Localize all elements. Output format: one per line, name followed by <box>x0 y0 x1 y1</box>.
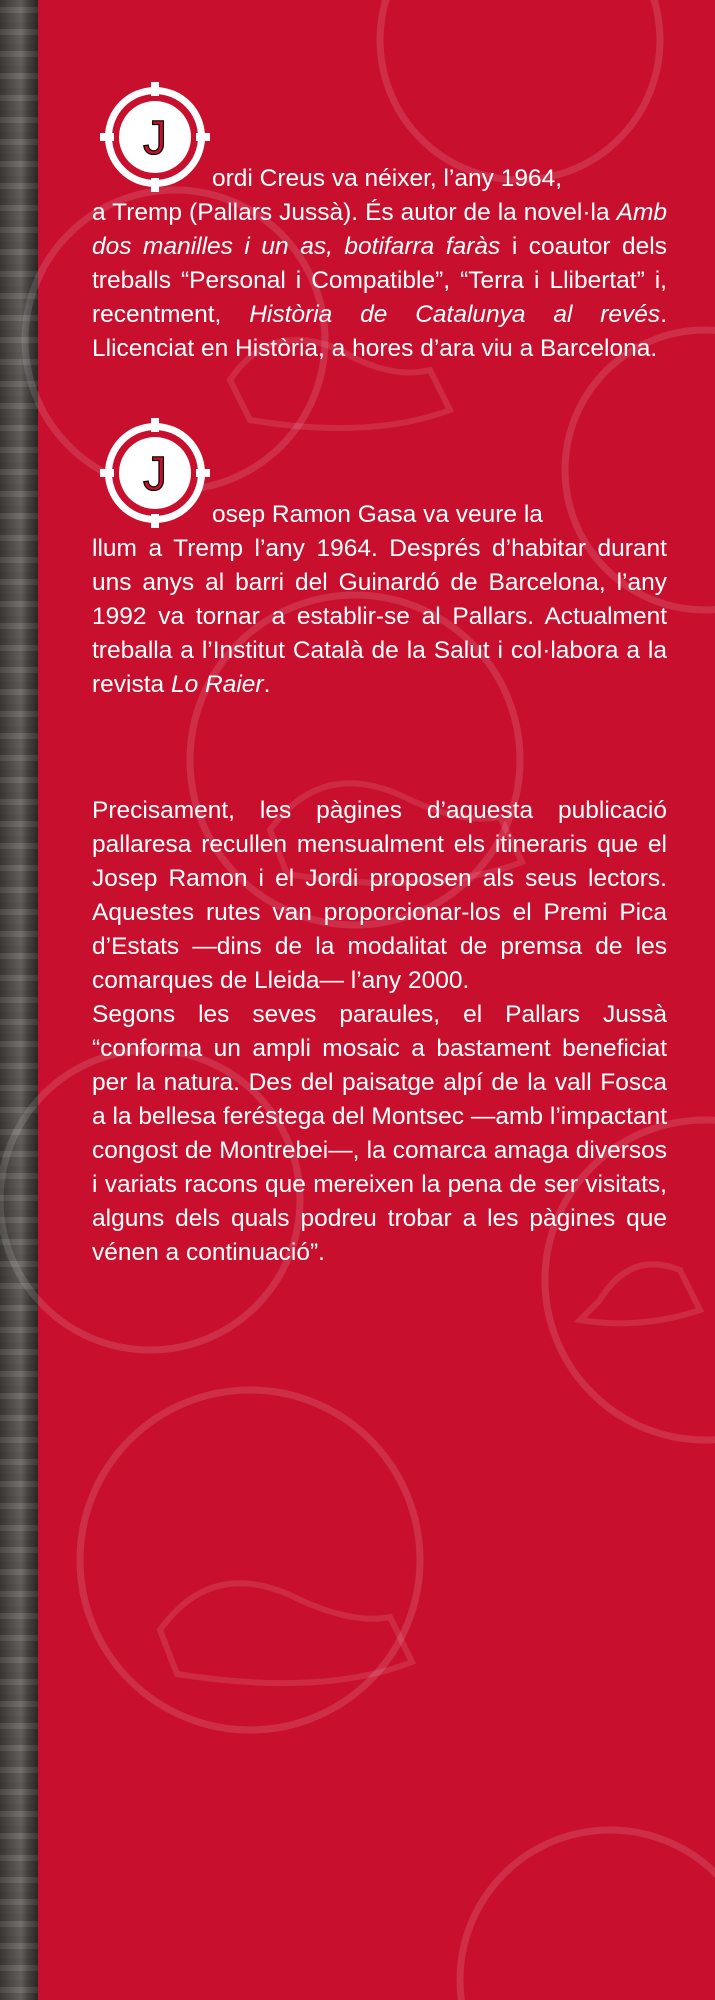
boot-outline-3 <box>160 1583 412 1683</box>
bio-jordi-text: ordi Creus va néixer, l’any 1964, a Tremp (Pallars Jussà). És autor de la novel·la Amb dos manilles i un as, botifarra faràs i coautor dels treballs “Personal i Compatible”, “Terra i Llibertat” i, recentment, Història de Catalunya al revés. Llicenciat en Història, a hores d’ara viu a Barcelona. <box>92 162 667 366</box>
initial-badge-icon <box>100 418 210 528</box>
book-title: Amb dos manilles i un as, botifarra faràs <box>92 199 667 260</box>
svg-text:J: J <box>143 448 167 501</box>
bio-josep-text: osep Ramon Gasa va veure la llum a Tremp l’any 1964. Després d’habitar durant uns anys al barri del Guinardó de Barcelona, l’any 1992 va tornar a establir-se al Pallars. Actualment treballa a l’Institut Català de la Salut i col·labora a la revista Lo Raier. <box>92 498 667 702</box>
paragraph-award: Precisament, les pàgines d’aquesta publicació pallaresa recullen mensualment els itineraris que el Josep Ramon i el Jordi proposen als seus lectors. Aquestes rutes van proporcionar-los el Premi Pica d’Estats —dins de la modalitat de premsa de les comarques de Lleida— l’any 2000. <box>92 797 667 994</box>
watermark-circle-7 <box>80 1390 420 1730</box>
bio-jordi <box>92 82 667 366</box>
book-title-2: Història de Catalunya al revés <box>249 301 661 328</box>
svg-text:J: J <box>143 112 167 165</box>
bio-josep <box>92 418 667 702</box>
magazine-title: Lo Raier <box>170 671 264 698</box>
boot-outline-4 <box>580 1264 700 1323</box>
paragraph-quote: Segons les seves paraules, el Pallars Jussà “conforma un ampli mosaic a bastament beneficiat per la natura. Des del paisatge alpí de la vall Fosca a la bellesa feréstega del Montsec —amb l’impactant congost de Montrebei—, la comarca amaga diversos i variats racons que mereixen la pena de ser visitats, alguns dels quals podreu trobar a les pàgines que vénen a continuació”. <box>92 1001 667 1266</box>
bio-josep-first-line: osep Ramon Gasa va veure la <box>212 501 543 528</box>
bio-jordi-first-line: ordi Creus va néixer, l’any 1964, <box>212 165 562 192</box>
watermark-circle-8 <box>460 1830 715 2000</box>
text-column <box>92 82 667 1270</box>
initial-badge-icon <box>100 82 210 192</box>
